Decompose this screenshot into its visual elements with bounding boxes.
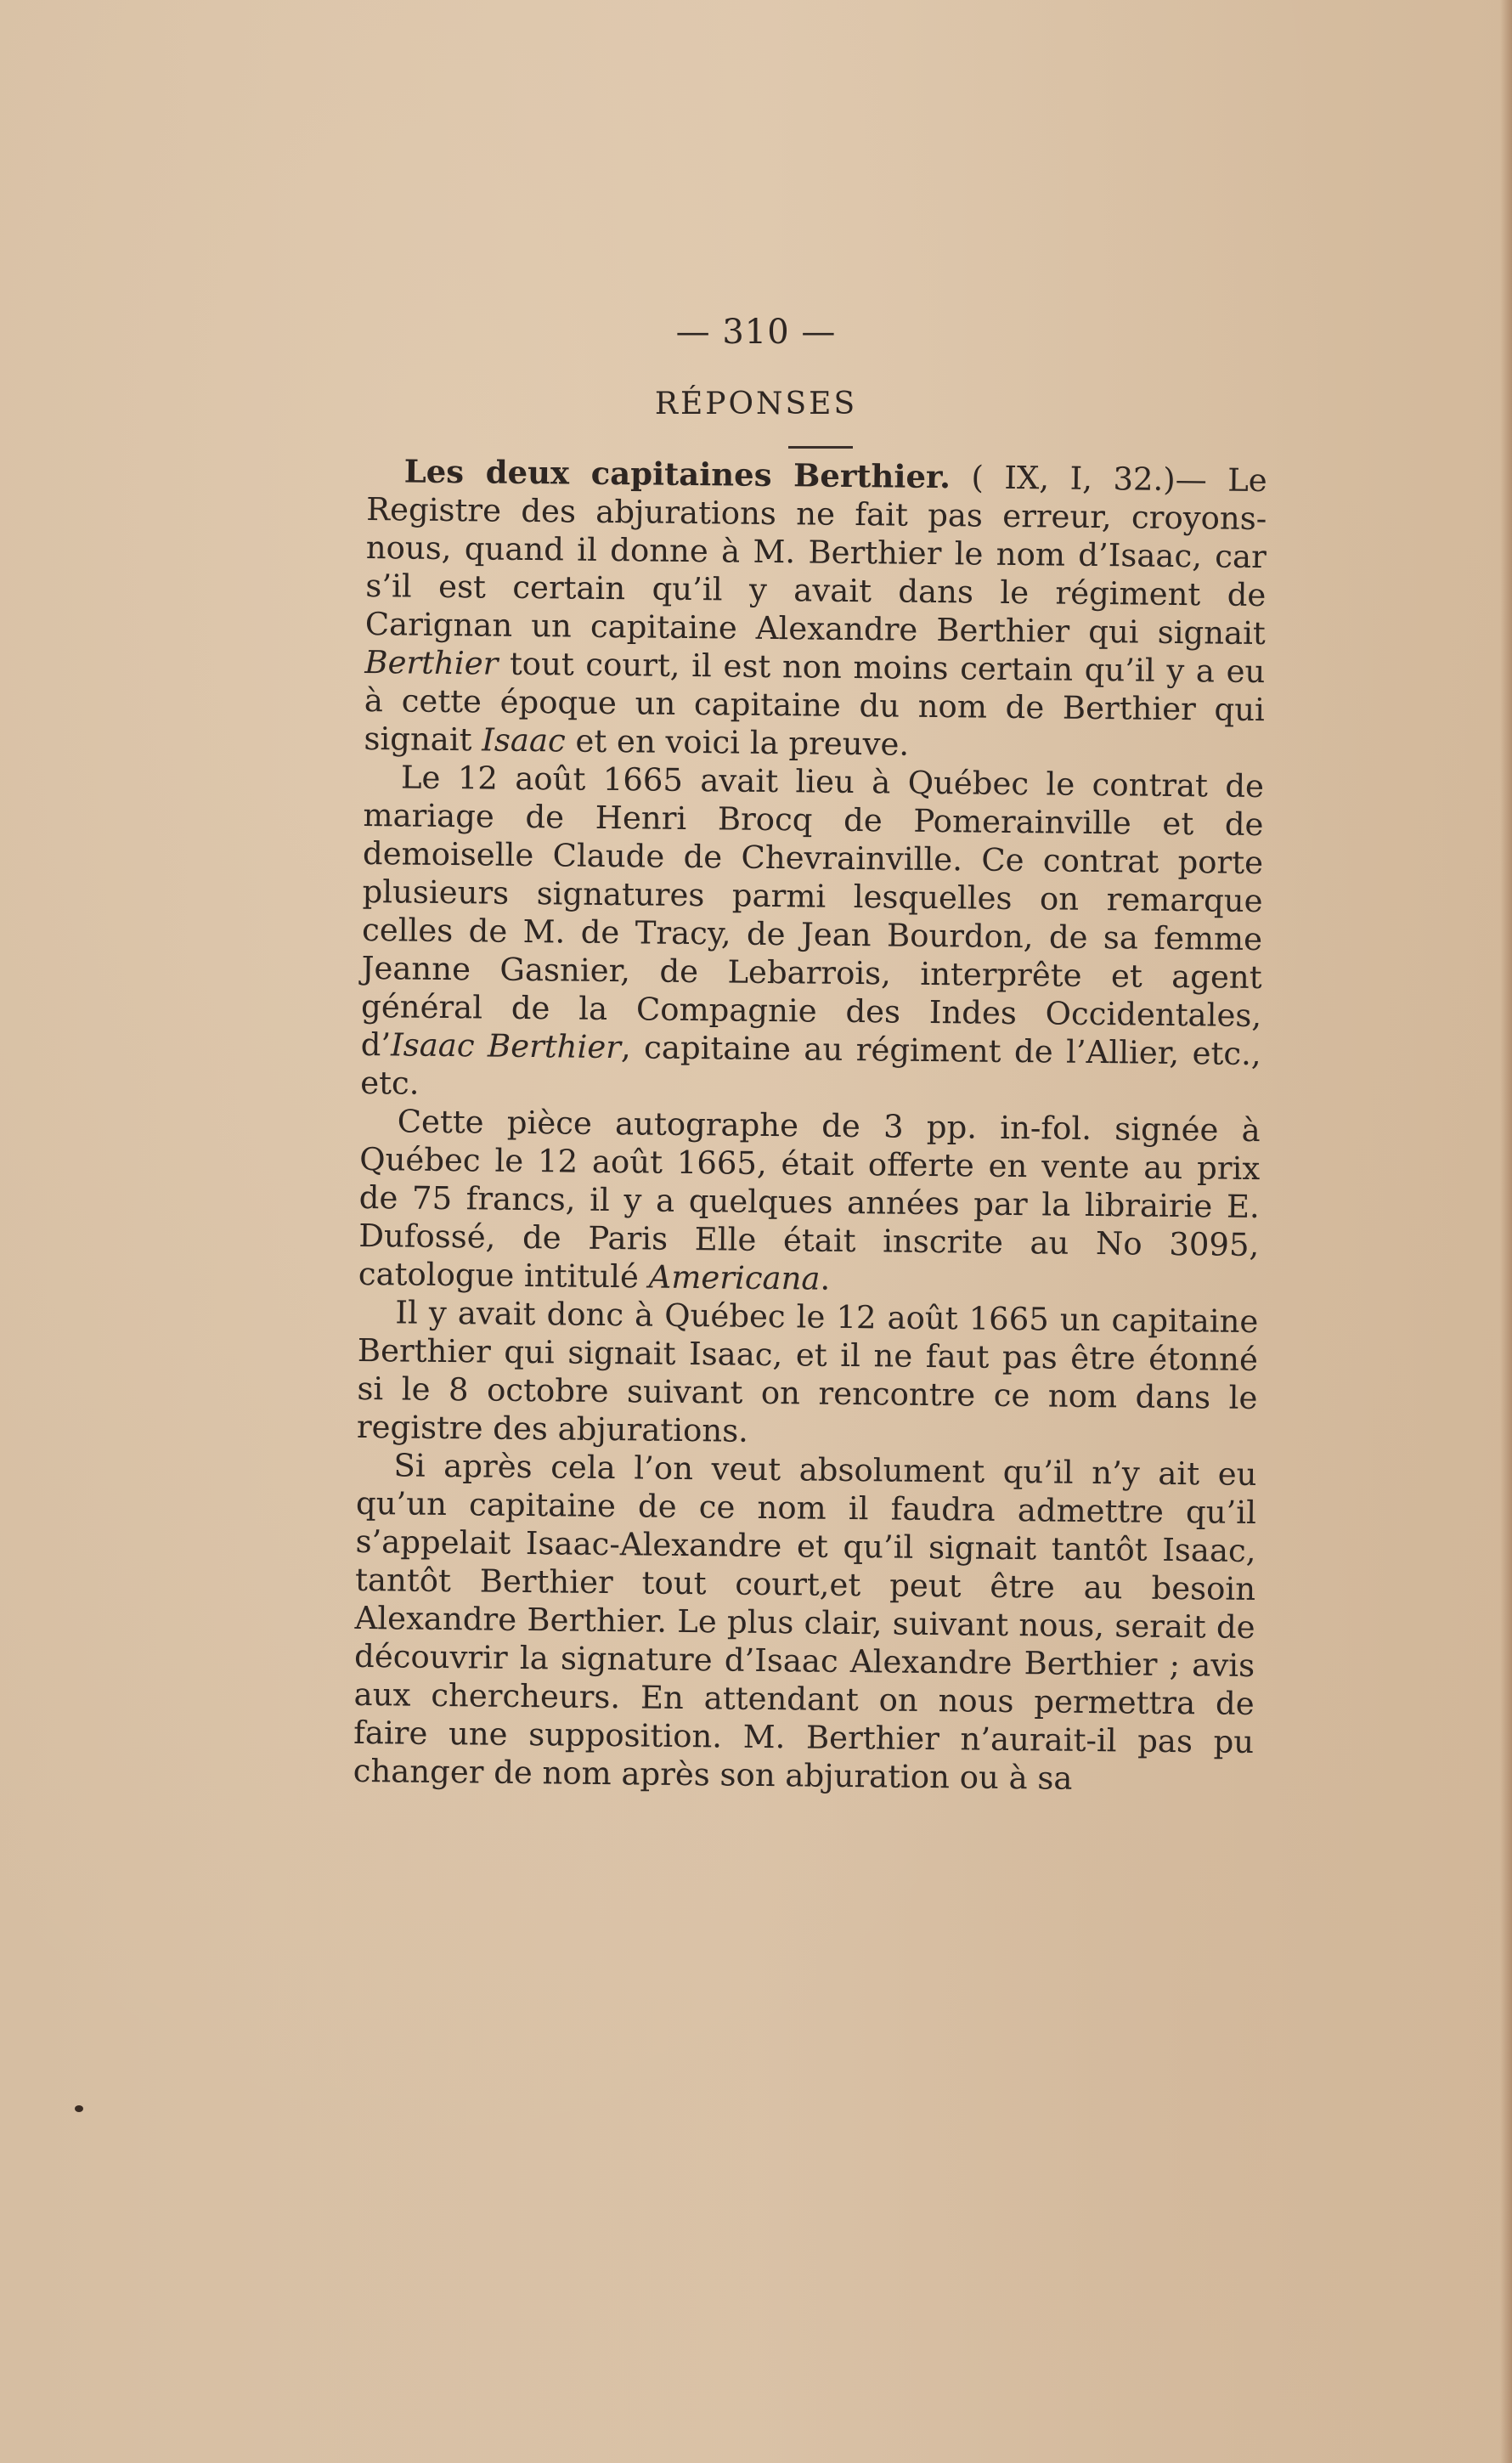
ink-smudge [75,2105,83,2112]
paragraph-5: Si après cela l’on veut absolument qu’il n’y ait eu qu’un capitaine de ce nom il faudra admettre qu’il s’appelait Isaac-Alexandre et qu’il signait tantôt Isaac, tantôt Berthier tout court,et peut être au besoin Alexandre Berthier. Le plus clair, suivant nous, serait de découvrir la signature d’Isaac Alexandre Berthier ; avis aux chercheurs. En attendant on nous permettra de faire une supposition. M. Berthier n’aurait-il pas pu changer de nom après son abjuration ou à sa [353,1447,1257,1797]
paragraph-1 [364,452,1267,767]
article-body [353,452,1267,1799]
paragraph-2 [360,758,1264,1111]
paragraph-1-text-a: Le Registre des abjurations ne fait pas erreur, croyons-nous, quand il donne à M. Berthier le nom d’Isaac, car s’il est certain qu’il y avait dans le régiment de Carignan un capitaine Alexandre Berthier qui signait [364,461,1267,652]
paragraph-3 [358,1102,1261,1302]
paragraph-3-text-b: . [820,1260,831,1297]
article-reference: ( IX, I, 32.)— [950,459,1228,499]
section-title: RÉPONSES [654,387,858,421]
page-number: — 310 — [675,313,837,352]
paragraph-2-text-b: , capitaine au régiment de l’Allier, etc., etc. [359,1029,1261,1102]
paragraph-1-text-b: tout court, il est non moins certain qu’il y a eu à cette époque un capitaine du nom de Berthier qui signait [364,645,1266,759]
title-rule-divider [788,446,853,449]
paragraph-3-text-a: Cette pièce autographe de 3 pp. in-fol. signée à Québec le 12 août 1665, était offerte en vente au prix de 75 francs, il y a quelques années par la librairie E. Dufossé, de Paris Elle était inscrite au No 3095, catologue intitulé [358,1103,1261,1296]
paragraph-4: Il y avait donc à Québec le 12 août 1665 un capitaine Berthier qui signait Isaac, et il ne faut pas être étonné si le 8 octobre suivant on rencontre ce nom dans le registre des abjurations. [356,1294,1259,1449]
paragraph-1-text-c: et en voici la preuve. [565,722,910,763]
paragraph-2-text-a: Le 12 août 1665 avait lieu à Québec le contrat de mariage de Henri Brocq de Pomerainville et de demoiselle Claude de Chevrainville. Ce contrat porte plusieurs signatures parmi lesquelles on remarque celles de M. de Tracy, de Jean Bourdon, de sa femme Jeanne Gasnier, de Lebarrois, interprête et agent général de la Compagnie des Indes Occidentales, d’ [360,759,1265,1064]
article-heading: Les deux capitaines Berthier. [403,452,951,496]
paragraph-2-italic-a: Isaac Berthier [390,1026,622,1066]
paragraph-3-italic-a: Americana [648,1258,821,1297]
paragraph-1-italic-a: Berthier [364,643,499,682]
paragraph-1-italic-b: Isaac [482,721,566,760]
page-edge-shadow [1500,0,1512,2463]
